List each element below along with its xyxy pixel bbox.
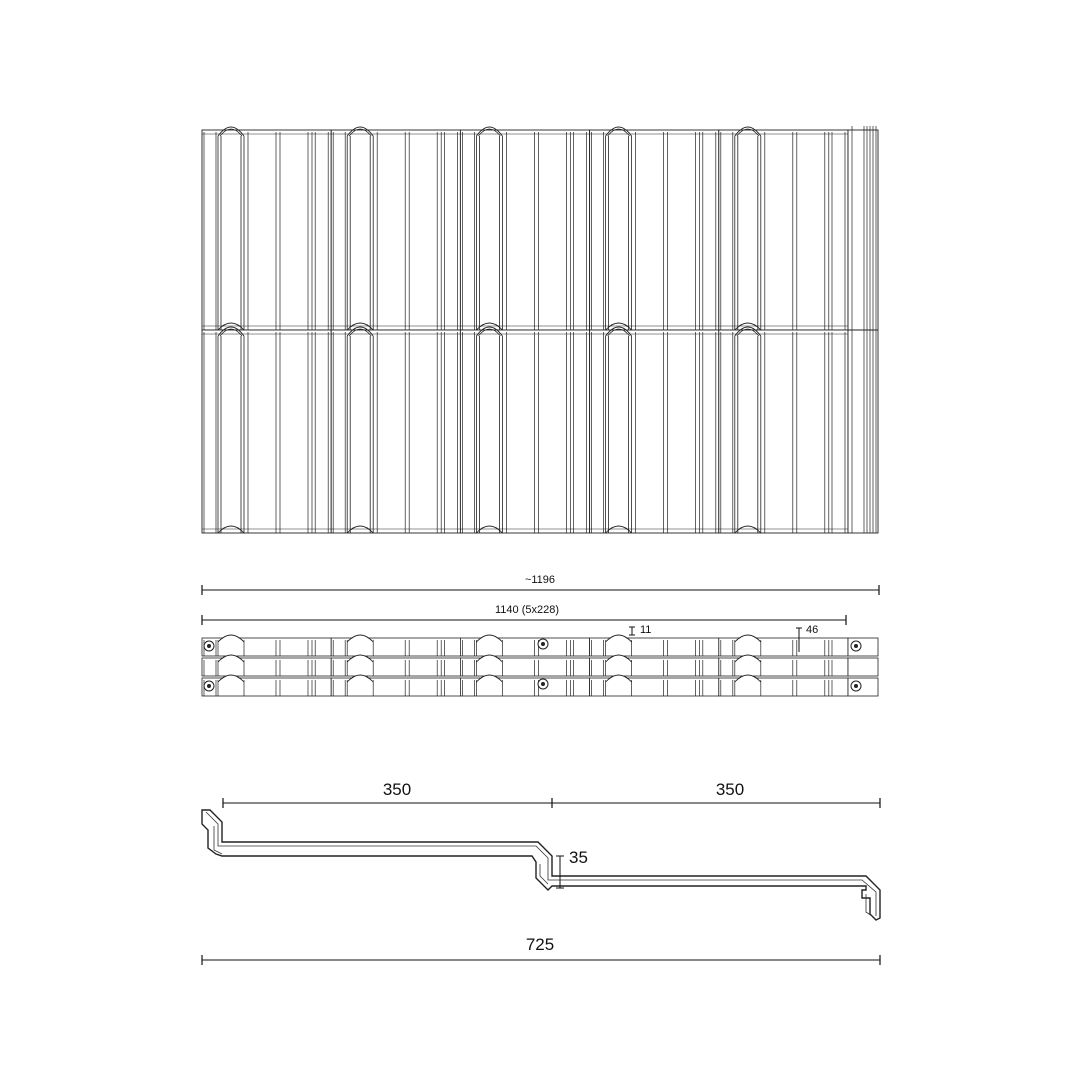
tile-module [460, 127, 589, 330]
end-profile-layer [719, 675, 848, 696]
fastener-hole-center [541, 682, 545, 686]
end-profile-layer [590, 635, 719, 656]
tile-module [331, 127, 460, 330]
step-height-small-label: 46 [806, 624, 819, 636]
tile-module [719, 327, 848, 533]
fastener-hole-center [854, 644, 858, 648]
right-segment-label: 350 [715, 780, 745, 799]
end-profile-layer [331, 655, 460, 676]
sheet-top-view [202, 126, 878, 533]
module-width-dimension [202, 604, 846, 625]
tile-module [590, 127, 719, 330]
end-profile-layer [590, 675, 719, 696]
fastener-hole-center [207, 644, 211, 648]
left-segment-label: 350 [382, 780, 412, 799]
module-width-label: 1140 (5x228) [494, 604, 560, 616]
groove-depth-dimension [629, 624, 651, 636]
end-profile-layer [202, 655, 331, 676]
overall-width-dimension [202, 574, 879, 595]
end-profile-layer [460, 675, 589, 696]
fastener-hole-center [541, 642, 545, 646]
end-profile-layer [460, 635, 589, 656]
side-profile [202, 780, 880, 965]
end-profile-layer [202, 635, 331, 656]
end-overlap-edge [848, 658, 878, 676]
sheet-overlap-edge [848, 126, 878, 533]
tile-module [460, 327, 589, 533]
fastener-hole-center [854, 684, 858, 688]
overall-width-label: ~1196 [524, 574, 556, 586]
tile-module [202, 127, 331, 330]
tile-module [719, 127, 848, 330]
end-profile-layer [719, 635, 848, 656]
profile-outline [202, 810, 880, 920]
end-profile-layer [719, 655, 848, 676]
end-profile-layer [460, 655, 589, 676]
end-profile-layer [331, 635, 460, 656]
end-profile-layer [590, 655, 719, 676]
tile-module [590, 327, 719, 533]
tile-module [202, 327, 331, 533]
step-height-label: 35 [569, 848, 588, 867]
total-length-label: 725 [525, 935, 555, 954]
groove-depth-label: 11 [640, 624, 652, 636]
fastener-hole-center [207, 684, 211, 688]
sheet-end-view [202, 635, 878, 696]
tile-module [331, 327, 460, 533]
end-profile-layer [202, 675, 331, 696]
end-profile-layer [331, 675, 460, 696]
